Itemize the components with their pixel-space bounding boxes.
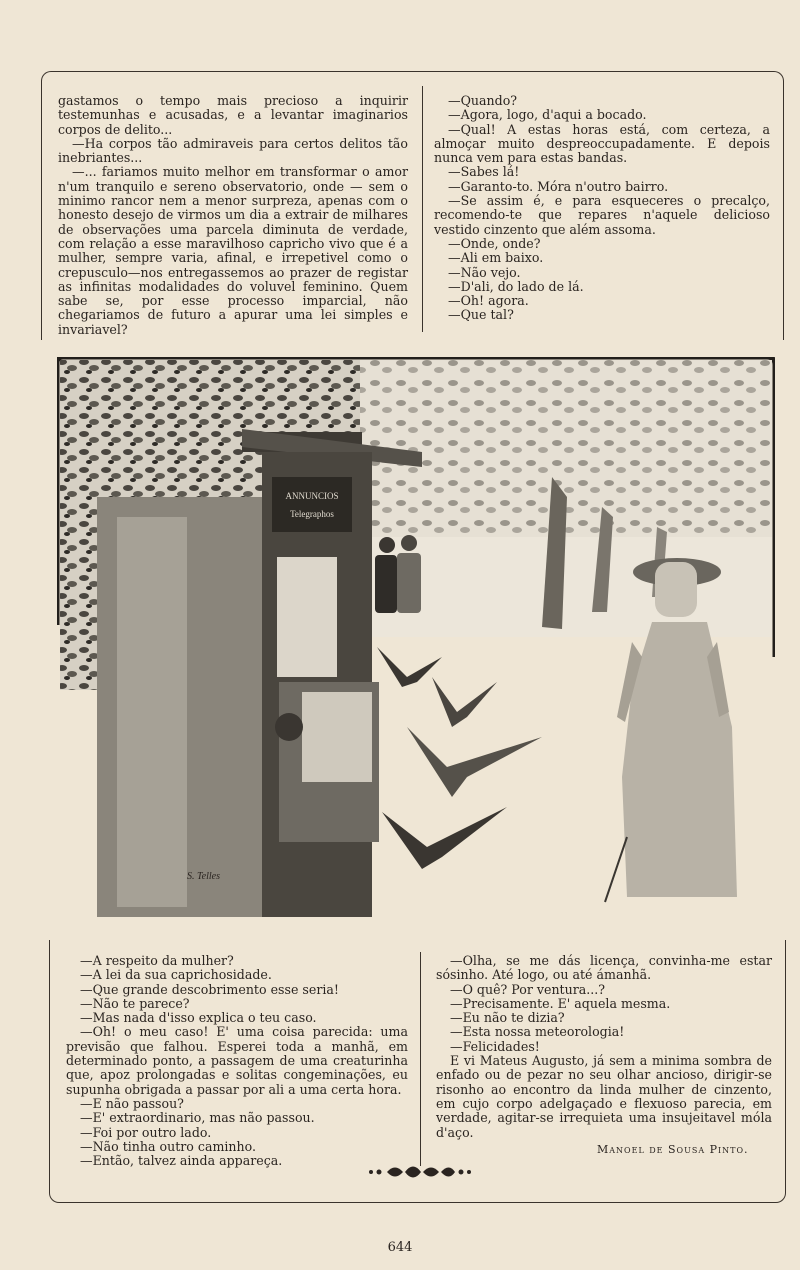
dialogue-line: —Agora, logo, d'aqui a bocado. <box>448 107 647 123</box>
dialogue-line: —Não vejo. <box>448 264 521 280</box>
author-signature: Manoel de Sousa Pinto. <box>597 1143 749 1156</box>
dialogue-line: —E' extraordinario, mas não passou. <box>80 1110 315 1126</box>
paragraph: gastamos o tempo mais precioso a inquirir testemunhas e acusadas, e a levantar imaginarios corpos de delito... <box>58 93 408 137</box>
ornament-divider <box>365 1161 475 1183</box>
dialogue-line: —Não tinha outro caminho. <box>80 1138 257 1154</box>
dialogue-line: —A respeito da mulher? <box>80 953 234 968</box>
kiosk-illustration <box>57 357 775 925</box>
dialogue-line: —Foi por outro lado. <box>80 1124 212 1140</box>
paragraph: —Ha corpos tão admiraveis para certos delitos tão inebriantes... <box>58 135 408 166</box>
dialogue-line: —Que tal? <box>448 307 514 323</box>
bottom-right-column <box>436 954 772 1140</box>
dialogue-line: —Se assim é, e para esqueceres o precalço, recomendo-te que repares n'aquele delicioso vestido cinzento que além assoma. <box>434 193 770 237</box>
dialogue-line: —Mas nada d'isso explica o teu caso. <box>80 1010 317 1026</box>
top-left-column <box>58 94 408 337</box>
vendor-head <box>275 713 303 741</box>
top-column-divider <box>422 86 423 332</box>
top-right-column <box>434 94 770 323</box>
birds <box>377 647 542 869</box>
newspapers <box>302 692 372 782</box>
dialogue-line: —Garanto-to. Móra n'outro bairro. <box>448 178 669 194</box>
dialogue-line: —Olha, se me dás licença, convinha-me estar sósinho. Até logo, ou até ámanhã. <box>436 953 772 983</box>
dialogue-line: —Onde, onde? <box>448 235 541 251</box>
dialogue-line: —Esta nossa meteorologia! <box>450 1024 625 1040</box>
dialogue-line: —Oh! agora. <box>448 293 529 309</box>
paragraph: —... fariamos muito melhor em transformar o amor n'um tranquilo e sereno observatorio, onde — sem o minimo rancor nem a menor surpreza, apenas com o honesto desejo de virmos um dia a extrair de milhares de observações uma parcela diminuta de verdade, com relação a esse maravilhoso capricho vivo que é a mulher, sempre varia, afinal, e irrepetivel como o crepusculo—nos entregassemos ao prazer de registar as infinitas modalidades do voluvel feminino. Quem sabe se, por esse processo imparcial, não chegariamos de futuro a apurar uma lei simples e invariavel? <box>58 164 408 337</box>
kiosk-sign-line2: Telegraphos <box>290 509 334 519</box>
park-path <box>367 537 772 637</box>
dialogue-line: —Oh! o meu caso! E' uma coisa parecida: uma previsão que falhou. Esperei toda a manhã, em determinado ponto, a passagem de uma creaturinha que, apoz prolongadas e solitas congeminações, eu supunha obrigada a passar por ali a uma certa hora. <box>66 1024 408 1097</box>
kiosk-sign-line1: ANNUNCIOS <box>285 491 339 501</box>
paragraph: E vi Mateus Augusto, já sem a minima sombra de enfado ou de pezar no seu olhar ancioso, dirigir-se risonho ao encontro da linda mulher de cinzento, em cujo corpo adelgaçado e flexuoso parecia, em verdade, agitar-se irrequieta uma insujeitavel móla d'aço. <box>436 1053 772 1140</box>
bottom-left-column <box>66 954 408 1168</box>
dialogue-line: —A lei da sua caprichosidade. <box>80 967 272 983</box>
dialogue-line: —Que grande descobrimento esse seria! <box>80 981 339 997</box>
kiosk-sign <box>272 477 352 532</box>
dialogue-line: —Quando? <box>448 93 518 108</box>
dialogue-line: —E não passou? <box>80 1095 184 1111</box>
dialogue-line: —Qual! A estas horas está, com certeza, a almoçar muito despreoccupadamente. E depois nunca vem para estas bandas. <box>434 121 770 166</box>
dialogue-line: —O quê? Por ventura...? <box>450 981 606 997</box>
dialogue-line: —Precisamente. E' aquela mesma. <box>450 995 671 1011</box>
dialogue-line: —Eu não te dizia? <box>450 1010 565 1026</box>
dialogue-line: —Não te parece? <box>80 995 190 1011</box>
page-number: 644 <box>387 1240 413 1255</box>
dialogue-line: —Então, talvez ainda appareça. <box>80 1153 283 1169</box>
kiosk-window <box>277 557 337 677</box>
bottom-column-divider <box>420 952 421 1166</box>
dialogue-line: —Ali em baixo. <box>448 250 544 266</box>
artist-signature: S. Telles <box>187 871 220 882</box>
dialogue-line: —D'ali, do lado de lá. <box>448 278 584 294</box>
dialogue-line: —Sabes lá! <box>448 164 520 180</box>
dialogue-line: —Felicidades! <box>450 1038 540 1054</box>
